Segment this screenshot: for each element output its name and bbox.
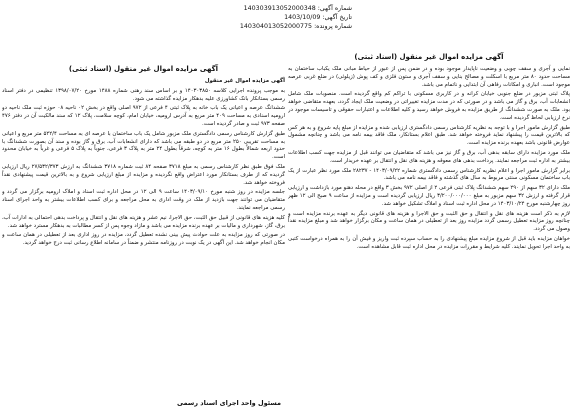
notice-date: 1403/10/09 xyxy=(284,14,321,21)
left-intro-heading: آگهی مزایده اموال غیر منقول xyxy=(204,78,285,84)
right-column-title: آگهی مزایده اموال غیر منقول (اسناد ثبتی) xyxy=(354,53,504,61)
right-column xyxy=(288,50,570,408)
notice-number: 140303913052000348 xyxy=(243,5,316,12)
notice-header xyxy=(0,3,576,51)
right-paragraph: پلاک ثبتی مزبور در ضلع جنوبی خیابان کرانه و در کاربری مسکونی با تراکم کم واقع گردیده است. منصوبات ملک شامل انشعابات آب، برق و گاز می باشد و در صورتی که در مدت مزایده تغییراتی در وضعیت ملک ایجاد گردد، بعهده متقاضی خواهد بود. ملک به صورت ششدانگ از طریق مزایده به فروش خواهد رسید و کلیه اطلاعات و اعتبارات حقوقی و تاسیسات موجود در نرخ ارزیابی لحاظ گردیده است. xyxy=(288,91,570,121)
left-paragraph: کلیه هزینه های قانونی از قبیل حق الثبت، حق الاجرا، نیم عشر و هزینه های نقل و انتقال و پرداخت بدهی احتمالی به ادارات آب، برق، گاز، شهرداری و مالیات بر عهده برنده مزایده می باشد و مازاد وجوه پس از کسر مطالبات به بدهکار مسترد خواهد شد. xyxy=(2,214,285,229)
left-column xyxy=(2,50,285,408)
right-paragraph: برابر گزارش مامور اجرا و اعلام نظریه کارشناس رسمی دادگستری شماره ۱۴۰۳/۰۹/۲۲ - ۲۸۲۳۷ ملک مورد نظر عبارت از یک باب ساختمان مسکونی سنتی مربوط به سال های گذشته و فاقد بیمه نامه می باشد. xyxy=(288,167,570,182)
right-paragraph: نمایی و آجری و سقف چوبی و وضعیت ناپایدار موجود بوده و در ضمن پس از عبور از حیاط مبانی ملک یکباب ساختمان به مساحت حدود ۸۰ متر مربع با اسکلت و مصالح بنایی و سقف آجری و ستون فلزی و کف پوش (زیلوئی) در ضلع غربی عرصه موجود است. انباری و امکانات رفاهی آن ابتدایی و ناتمام می باشد. xyxy=(288,66,570,88)
right-paragraph: طبق گزارش مامور اجرا و با توجه به نظریه کارشناس رسمی دادگستری ارزیابی شده و مزایده از مبلغ پایه شروع و به هر کس که بالاترین قیمت را پیشنهاد نماید فروخته خواهد شد. طبق اعلام بستانکار، ملک فاقد بیمه نامه می باشد و چنانچه مشمول عوارض قانونی باشد بعهده برنده مزایده است. xyxy=(288,124,570,147)
right-paragraph: خواهان مزایده باید قبل از شروع مزایده مبلغ پیشنهادی را به حساب سپرده ثبت واریز و فیش آن را به همراه درخواست کتبی به واحد اجرا تحویل نمایند. کلیه شرایط و مقررات مزایده در محل اداره ثبت قابل مشاهده است. xyxy=(288,235,570,250)
notice-meta xyxy=(232,4,352,31)
left-paragraph: طبق گزارش کارشناس رسمی دادگستری ملک مزبور شامل یک باب ساختمان با عرصه ای به مساحت ۵۲۲/۴ متر مربع و اعیانی به مساحت تقریبی ۲۵۰ متر مربع در دو طبقه می باشد که دارای انشعابات آب، برق و گاز بوده و سند آن بصورت ششدانگ با حدود اربعه شمالاً بطول ۱۶ متر به کوچه، شرقاً بطول ۲۴ متر به پلاک ۳ فرعی، جنوباً به پلاک ۵ فرعی و غرباً به خیابان محدود است. xyxy=(2,130,285,161)
left-paragraph: جلسه مزایده در روز شنبه مورخ ۱۴۰۳/۰۹/۱۰ ساعت ۹ الی ۱۲ در محل اداره ثبت اسناد و املاک ارومیه برگزار می گردد و متقاضیان می توانند جهت بازدید از ملک در وقت اداری به محل مراجعه و برای کسب اطلاعات بیشتر به واحد اجرای اسناد رسمی مراجعه نمایند. xyxy=(2,189,285,211)
right-paragraph: ملک مورد مزایده دارای سابقه بدهی آب، برق و گاز نیز می باشد که متقاضیان می توانند قبل از مزایده جهت کسب اطلاعات بیشتر به اداره ثبت مراجعه نمایند. پرداخت بدهی های معوقه و هزینه های نقل و انتقال بر عهده خریدار است. xyxy=(288,149,570,164)
left-paragraph: در صورتی که روز مزایده به علت حوادث پیش بینی نشده تعطیل گردد، مزایده در روز اداری بعد از تعطیلی در همان ساعت و مکان انجام خواهد شد. این آگهی در یک نوبت در روزنامه منتشر و ضمناً در سامانه اطلاع رسانی ثبت درج خواهد گردید. xyxy=(2,232,285,247)
left-paragraph: ملک فوق طبق نظر کارشناس رسمی به مبلغ ۳۷۱۸ صفحه ۸۴ ثبت شماره ۳۷۱۸ ششدانگ به ارزش ۲۷/۵۳۲/۳۷۳ ریال ارزیابی گردیده که از طرف بستانکار مورد اعتراض واقع نگردیده و مزایده از مبلغ ارزیابی شروع و به بالاترین قیمت پیشنهادی نقداً فروخته خواهد شد. xyxy=(2,163,285,186)
notice-number-label: شماره آگهی: xyxy=(317,5,352,12)
signature: مسئول واحد اجرای اسناد رسمی xyxy=(176,399,281,408)
file-number: 140304013052000775 xyxy=(239,23,313,30)
notice-number-line xyxy=(232,4,352,13)
left-column-title: آگهی مزایده اموال غیر منقول (اسناد ثبتی) xyxy=(68,65,219,73)
right-paragraph: لازم به ذکر است هزینه های نقل و انتقال و حق الثبت و حق الاجرا و هزینه های قانونی دیگر به عهده برنده مزایده است و چنانچه روز مزایده تعطیل رسمی گردد مزایده روز بعد از تعطیلی در همان ساعت و مکان برگزار خواهد شد و مبلغ مزایده نقداً وصول می گردد. xyxy=(288,210,570,233)
notice-date-label: تاریخ آگهی: xyxy=(322,14,352,21)
right-paragraph: ملک دارای ۳۲ سهم از ۲۹۰ سهم ششدانگ پلاک ثبتی فرعی ۲ از اصلی ۹۷۲ بخش ۳ واقع در محله دهنو مورد بازداشت و ارزیابی قرار گرفته و ارزش ۳۲ سهم مزبور به مبلغ ۳/۲۰۰/۰۰۰/۰۰۰ ریال ارزیابی گردیده است و مزایده از ساعت ۹ صبح الی ۱۲ ظهر روز چهارشنبه مورخ ۱۴۰۳/۱۰/۲۴ در محل اداره ثبت اسناد و املاک تشکیل خواهد شد. xyxy=(288,185,570,207)
left-paragraph: ششدانگ عرصه و اعیانی یک باب خانه به پلاک ثبتی ۴ فرعی از ۹۷۲ اصلی واقع در بخش ۰۲ ناحیه ۰۸ حوزه ثبت ملک ناحیه دو ارومیه اسنادی به مساحت ۴۰۹ متر مربع به آدرس ارومیه، خیابان امام، کوچه سلامت، پلاک ۱۲ که سند مالکیت آن در دفتر ۴۷۶ صفحه ۹۷۳ ثبت و صادر گردیده است. xyxy=(2,105,285,127)
file-number-label: شماره پرونده: xyxy=(314,23,352,30)
notice-date-line xyxy=(232,13,352,22)
file-number-line xyxy=(232,22,352,31)
left-intro-paragraph: به موجب پرونده اجرایی کلاسه ۱۴۰۳۰۳۸۵۰ و بر اساس سند رهنی شماره ۱۴۸۸ مورخ ۱۳۹۸/۰۷/۲۰ تنظیمی در دفتر اسناد رسمی بستانکار بانک کشاورزی علیه بدهکار مزایده گذاشته می شود. xyxy=(2,87,285,102)
